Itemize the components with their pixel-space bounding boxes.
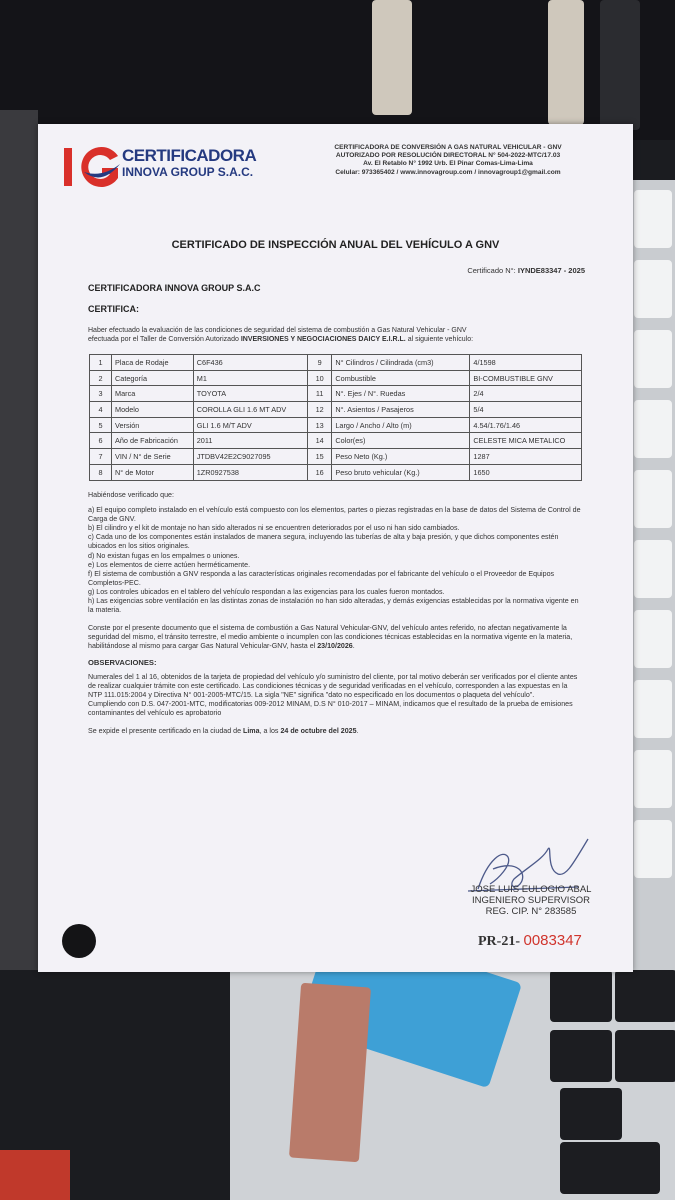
- vehicle-data-table: [89, 354, 582, 481]
- key: [634, 610, 672, 668]
- key: [634, 400, 672, 458]
- usb-cable: [600, 0, 640, 130]
- field-label: Categoría: [112, 370, 194, 386]
- table-row: [90, 433, 582, 449]
- header-line: Av. El Retablo N° 1992 Urb. El Pinar Comas-Lima-Lima: [363, 160, 533, 168]
- row-number: 8: [90, 464, 112, 480]
- document-title: CERTIFICADO DE INSPECCIÓN ANUAL DEL VEHÍCULO A GNV: [171, 239, 500, 251]
- field-label: Marca: [112, 386, 194, 402]
- verification-item: g) Los controles ubicados en el tablero del vehículo respondan a las exigencias para los cuales fueron montados.: [88, 587, 445, 596]
- intro-paragraph: [88, 326, 588, 344]
- field-value: 4/1598: [470, 355, 582, 371]
- field-value: CELESTE MICA METALICO: [470, 433, 582, 449]
- field-label: Versión: [112, 417, 194, 433]
- observation-text: Numerales del 1 al 16, obtenidos de la tarjeta de propiedad del vehículo y/o suministro del cliente, por tal motivo deberán ser verificados por el cliente antes de realizar cualquier trámite con este certificado. Las condiciones técnicas y de seguridad verificadas en el vehículo, corresponden a las expuestas en la NTP 111.015:2004 y Directiva N° 001-2005-MTC/15. La sigla "NE" significa "dato no especificado en los documentos o plaqueta del vehículo".: [88, 672, 578, 699]
- field-value: JTDBV42E2C9027095: [193, 449, 307, 465]
- field-label: Combustible: [332, 370, 470, 386]
- verification-item: b) El cilindro y el kit de montaje no han sido alterados ni se encuentren deteriorados por el uso ni han sido cambiados.: [88, 524, 460, 533]
- intro-text: Haber efectuado la evaluación de las condiciones de seguridad del sistema de combustión a Gas Natural Vehicular - GNV: [88, 327, 467, 334]
- field-label: Largo / Ancho / Alto (m): [332, 417, 470, 433]
- field-value: 2011: [193, 433, 307, 449]
- logo-subtext: INNOVA GROUP S.A.C.: [122, 165, 254, 179]
- field-value: C6F436: [193, 355, 307, 371]
- signer-block: [456, 884, 606, 917]
- serial-prefix: PR-21-: [478, 934, 520, 949]
- verified-intro: Habiéndose verificado que:: [88, 491, 174, 499]
- intro-text: al siguiente vehículo:: [405, 336, 474, 343]
- issue-statement: Se expide el presente certificado en la ciudad de Lima, a los 24 de octubre del 2025.: [88, 727, 359, 736]
- header-line: AUTORIZADO POR RESOLUCIÓN DIRECTORAL N° 504-2022-MTC/17.03: [335, 152, 561, 160]
- field-value: 1ZR0927538: [193, 464, 307, 480]
- row-number: 16: [307, 464, 331, 480]
- organization-name: CERTIFICADORA INNOVA GROUP S.A.C: [88, 283, 261, 293]
- company-logo: [62, 142, 257, 192]
- field-value: 1287: [470, 449, 582, 465]
- field-label: N° de Motor: [112, 464, 194, 480]
- row-number: 10: [307, 370, 331, 386]
- certificate-number-label: Certificado N°:: [467, 266, 516, 275]
- validity-date: 23/10/2026: [317, 642, 353, 651]
- row-number: 4: [90, 402, 112, 418]
- table-row: [90, 449, 582, 465]
- header-line: CERTIFICADORA DE CONVERSIÓN A GAS NATURAL VEHICULAR - GNV: [334, 144, 562, 151]
- usb-cable: [372, 0, 412, 115]
- field-value: 1650: [470, 464, 582, 480]
- field-label: Placa de Rodaje: [112, 355, 194, 371]
- certificate-page: [38, 124, 633, 972]
- verification-item: a) El equipo completo instalado en el vehículo está compuesto con los elementos, partes o piezas registradas en la base de datos del Sistema de Control de Carga de GNV.: [88, 506, 581, 524]
- row-number: 11: [307, 386, 331, 402]
- key: [634, 540, 672, 598]
- field-label: Peso bruto vehicular (Kg.): [332, 464, 470, 480]
- verification-item: c) Cada uno de los componentes están instalados de manera segura, incluyendo las tuberías de alta y baja presión, y que dichos componentes estén ubicados en los sitios originales.: [88, 533, 559, 551]
- verification-item: d) No existan fugas en los empalmes o uniones.: [88, 551, 240, 560]
- row-number: 7: [90, 449, 112, 465]
- issue-city: Lima: [242, 727, 260, 736]
- table-row: [90, 402, 582, 418]
- row-number: 3: [90, 386, 112, 402]
- certificate-body: [88, 491, 583, 736]
- field-value: M1: [193, 370, 307, 386]
- row-number: 2: [90, 370, 112, 386]
- usb-cable: [548, 0, 584, 125]
- certificate-number: [467, 266, 585, 275]
- key: [615, 970, 675, 1022]
- verification-item: h) Las exigencias sobre ventilación en las distintas zonas de instalación no han sido alteradas, y demás exigencias establecidas por la normativa vigente en la materia.: [88, 597, 579, 615]
- workshop-name: INVERSIONES Y NEGOCIACIONES DAICY E.I.R.L.: [240, 336, 406, 343]
- field-value: 2/4: [470, 386, 582, 402]
- key: [615, 1030, 675, 1082]
- row-number: 5: [90, 417, 112, 433]
- serial-number: [478, 932, 582, 950]
- key: [550, 1030, 612, 1082]
- field-label: VIN / N° de Serie: [112, 449, 194, 465]
- issue-text: Se expide el presente certificado en la ciudad de: [88, 727, 243, 736]
- row-number: 1: [90, 355, 112, 371]
- field-value: TOYOTA: [193, 386, 307, 402]
- key: [550, 970, 612, 1022]
- observations-heading: OBSERVACIONES:: [88, 657, 157, 667]
- id-card: [289, 983, 371, 1162]
- key: [634, 750, 672, 808]
- issue-text: , a los: [259, 727, 281, 736]
- header-line: Celular: 973365402 / www.innovagroup.com / innovagroup1@gmail.com: [335, 168, 561, 176]
- key: [634, 330, 672, 388]
- field-value: 4.54/1.76/1.46: [470, 417, 582, 433]
- key: [634, 470, 672, 528]
- row-number: 15: [307, 449, 331, 465]
- background-object: [0, 1150, 70, 1200]
- key: [560, 1088, 622, 1140]
- field-label: N°. Ejes / N°. Ruedas: [332, 386, 470, 402]
- signer-role: INGENIERO SUPERVISOR: [471, 895, 591, 906]
- table-row: [90, 370, 582, 386]
- field-label: Color(es): [332, 433, 470, 449]
- field-value: BI-COMBUSTIBLE GNV: [470, 370, 582, 386]
- verification-item: e) Los elementos de cierre actúen herméticamente.: [88, 560, 251, 569]
- signer-name: JOSE LUIS EULOGIO ABAL: [470, 884, 592, 895]
- issue-date: 24 de octubre del 2025: [280, 727, 357, 736]
- key: [634, 260, 672, 318]
- logo-mark-icon: [62, 142, 122, 192]
- serial-value: 0083347: [523, 932, 582, 949]
- folder-edge: [0, 110, 38, 970]
- field-label: N°. Asientos / Pasajeros: [332, 402, 470, 418]
- table-row: [90, 464, 582, 480]
- field-value: COROLLA GLI 1.6 MT ADV: [193, 402, 307, 418]
- table-row: [90, 386, 582, 402]
- field-value: 5/4: [470, 402, 582, 418]
- observation-text: Cumpliendo con D.S. 047-2001-MTC, modificatorias 009-2012 MINAM, D.S N° 010-2017 – MINAM, indicamos que el resultado de la prueba de emisiones contaminantes del vehículo es aprobatorio: [88, 699, 573, 717]
- table-row: [90, 355, 582, 371]
- table-row: [90, 417, 582, 433]
- punch-hole: [62, 924, 96, 958]
- key: [560, 1142, 660, 1194]
- row-number: 6: [90, 433, 112, 449]
- key: [634, 190, 672, 248]
- field-label: N° Cilindros / Cilindrada (cm3): [332, 355, 470, 371]
- intro-text: efectuada por el Taller de Conversión Autorizado: [88, 336, 241, 343]
- conste-text: Conste por el presente documento que el sistema de combustión a Gas Natural Vehicular-GNV, del vehículo antes referido, no afectan negativamente la seguridad del mismo, el tránsito terrestre, el medio ambiente o incumplen con las condiciones técnicas establecidas en la normativa vigente en la materia, habilitándose al mismo para cargar Gas Natural Vehicular-GNV, hasta el: [88, 624, 573, 651]
- conste-paragraph: Conste por el presente documento que el sistema de combustión a Gas Natural Vehicular-GNV, del vehículo antes referido, no afectan negativamente la seguridad del mismo, el tránsito terrestre, el medio ambiente o incumplen con las condiciones técnicas establecidas en la normativa vigente en la materia, habilitándose al mismo para cargar Gas Natural Vehicular-GNV, hasta el 23/10/2026.: [88, 624, 573, 651]
- certificate-number-value: IYNDE83347 - 2025: [517, 266, 585, 275]
- row-number: 12: [307, 402, 331, 418]
- row-number: 13: [307, 417, 331, 433]
- key: [634, 820, 672, 878]
- key: [634, 680, 672, 738]
- field-value: GLI 1.6 M/T ADV: [193, 417, 307, 433]
- logo-text: CERTIFICADORA: [122, 146, 257, 165]
- signer-registration: REG. CIP. N° 283585: [485, 906, 577, 917]
- verification-item: f) El sistema de combustión a GNV responda a las características originales recomendadas por el fabricante del vehículo o el Proveedor de Equipos Completos-PEC.: [88, 569, 555, 587]
- company-header-info: [288, 144, 608, 177]
- row-number: 14: [307, 433, 331, 449]
- row-number: 9: [307, 355, 331, 371]
- certifica-heading: CERTIFICA:: [88, 304, 139, 314]
- field-label: Año de Fabricación: [112, 433, 194, 449]
- field-label: Modelo: [112, 402, 194, 418]
- field-label: Peso Neto (Kg.): [332, 449, 470, 465]
